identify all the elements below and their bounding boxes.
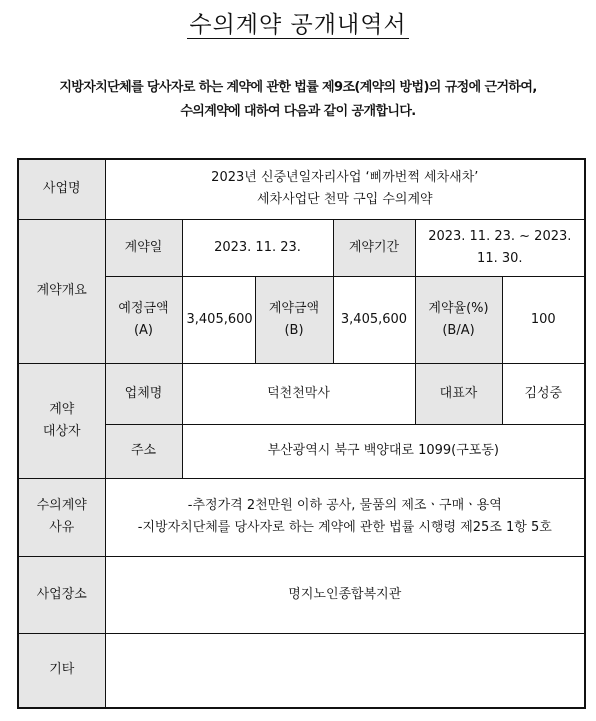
counterparty-label — [18, 363, 105, 478]
company-name-label: 업체명 — [105, 363, 182, 424]
reason-value — [105, 478, 585, 556]
address-label: 주소 — [105, 424, 182, 478]
reason-line-1: -추정가격 2천만원 이하 공사, 물품의 제조ㆍ구매ㆍ용역 — [187, 498, 502, 513]
etc-label: 기타 — [18, 633, 105, 708]
site-row — [18, 556, 585, 633]
reason-row — [18, 478, 585, 556]
etc-row — [18, 633, 585, 708]
estimated-amount-label-2: (A) — [133, 322, 154, 338]
company-row — [18, 363, 585, 424]
reason-label-2: 사유 — [49, 520, 75, 535]
contract-date-value: 2023. 11. 23. — [182, 219, 333, 276]
representative-value: 김성중 — [502, 363, 585, 424]
document-title-text: 수의계약 공개내역서 — [189, 12, 407, 38]
contract-rate-value: 100 — [502, 276, 585, 363]
contract-period-label: 계약기간 — [333, 219, 415, 276]
counterparty-label-1: 계약 — [49, 401, 75, 417]
contract-rate-label-1: 계약율(%) — [428, 300, 489, 316]
reason-line-2: -지방자치단체를 당사자로 하는 계약에 관한 법률 시행령 제25조 1항 5호 — [137, 520, 552, 535]
contract-amount-value: 3,405,600 — [333, 276, 415, 363]
company-name-value: 덕천천막사 — [182, 363, 415, 424]
overview-label: 계약개요 — [18, 219, 105, 363]
contract-table — [17, 158, 586, 709]
project-name-cell — [105, 159, 585, 219]
contract-date-label: 계약일 — [105, 219, 182, 276]
contract-rate-label-2: (B/A) — [442, 322, 475, 338]
reason-label-1: 수의계약 — [36, 498, 87, 513]
contract-amount-label — [255, 276, 333, 363]
estimated-amount-label-1: 예정금액 — [118, 300, 169, 316]
site-value: 명지노인종합복지관 — [105, 556, 585, 633]
project-name-line-1: 2023년 신중년일자리사업 ‘삐까번쩍 세차새차’ — [211, 170, 479, 186]
address-value: 부산광역시 북구 백양대로 1099(구포동) — [182, 424, 585, 478]
estimated-amount-value: 3,405,600 — [182, 276, 255, 363]
project-name-line-2: 세차사업단 천막 구입 수의계약 — [256, 192, 433, 208]
intro-text — [0, 76, 596, 124]
site-label: 사업장소 — [18, 556, 105, 633]
contract-period-value: 2023. 11. 23. ~ 2023. 11. 30. — [415, 219, 585, 276]
document-title — [0, 6, 596, 39]
project-row — [18, 159, 585, 219]
project-label: 사업명 — [18, 159, 105, 219]
counterparty-label-2: 대상자 — [42, 423, 81, 439]
representative-label: 대표자 — [415, 363, 502, 424]
intro-line-2: 수의계약에 대하여 다음과 같이 공개합니다. — [180, 104, 416, 119]
contract-amount-label-1: 계약금액 — [268, 300, 320, 316]
reason-label — [18, 478, 105, 556]
etc-value — [105, 633, 585, 708]
contract-amount-label-2: (B) — [284, 322, 304, 338]
contract-rate-label — [415, 276, 502, 363]
intro-line-1: 지방자치단체를 당사자로 하는 계약에 관한 법률 제9조(계약의 방법)의 규정에 근거하여, — [59, 80, 537, 95]
estimated-amount-label — [105, 276, 182, 363]
contract-date-row — [18, 219, 585, 276]
